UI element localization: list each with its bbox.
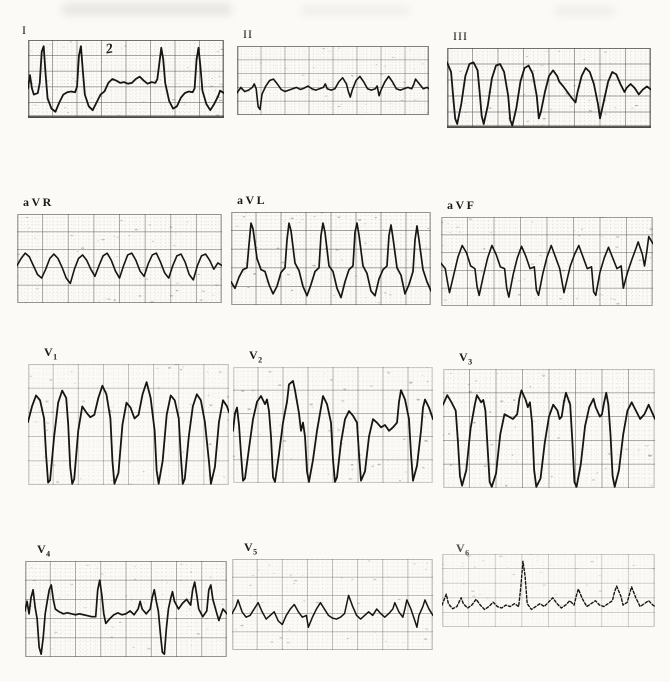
lead-label-v5: $V_5$ (244, 540, 258, 557)
lead-strip-v4 (25, 561, 227, 657)
lead-panel-avr (17, 195, 222, 303)
lead-label-avr: aVR (23, 195, 54, 209)
lead-panel-v3 (443, 350, 655, 488)
scan-artifact (555, 6, 615, 16)
ecg-grid (443, 369, 655, 488)
lead-label-v3: $V_3$ (459, 350, 473, 367)
lead-label-v6: $V_6$ (456, 541, 470, 558)
scan-artifact (300, 6, 410, 15)
lead-strip-v6 (442, 554, 655, 627)
ecg-grid (17, 214, 222, 303)
lead-strip-v3 (443, 369, 655, 488)
ecg-grid (442, 554, 655, 627)
handwritten-annotation: 2 (104, 41, 115, 58)
lead-label-v4: $V_4$ (37, 542, 51, 559)
lead-strip-i (28, 40, 224, 118)
lead-strip-ii (237, 46, 429, 115)
lead-panel-v2 (233, 348, 433, 483)
lead-strip-avf (441, 217, 653, 306)
lead-label-i: I (22, 23, 27, 37)
scan-artifact (62, 3, 232, 16)
lead-strip-avr (17, 214, 222, 303)
lead-label-iii: III (453, 29, 468, 43)
lead-label-v1: $V_1$ (44, 345, 58, 362)
ecg-grid (232, 559, 433, 650)
lead-strip-v1 (28, 364, 229, 485)
ecg-grid (28, 364, 229, 485)
lead-label-ii: II (243, 27, 253, 41)
ecg-grid (237, 46, 429, 115)
ecg-grid (231, 212, 431, 305)
ecg-grid (441, 217, 653, 306)
lead-panel-i (22, 23, 224, 118)
lead-strip-avl (231, 212, 431, 305)
lead-panel-v6 (442, 541, 655, 627)
lead-panel-ii (237, 27, 429, 115)
scan-noise (235, 561, 428, 649)
lead-panel-v1 (28, 345, 229, 485)
lead-strip-v5 (232, 559, 433, 650)
lead-panel-v4 (25, 542, 227, 657)
lead-panel-avl (231, 193, 431, 305)
lead-panel-avf (441, 198, 653, 306)
ecg-grid (447, 48, 651, 128)
scan-noise (236, 212, 431, 303)
lead-label-avf: aVF (447, 198, 477, 212)
lead-strip-iii (447, 48, 651, 128)
lead-label-v2: $V_2$ (249, 348, 263, 365)
lead-panel-v5 (232, 540, 433, 650)
lead-strip-v2 (233, 367, 433, 483)
scan-noise (443, 373, 653, 488)
lead-panel-iii (447, 29, 651, 128)
lead-label-avl: aVL (237, 193, 268, 207)
